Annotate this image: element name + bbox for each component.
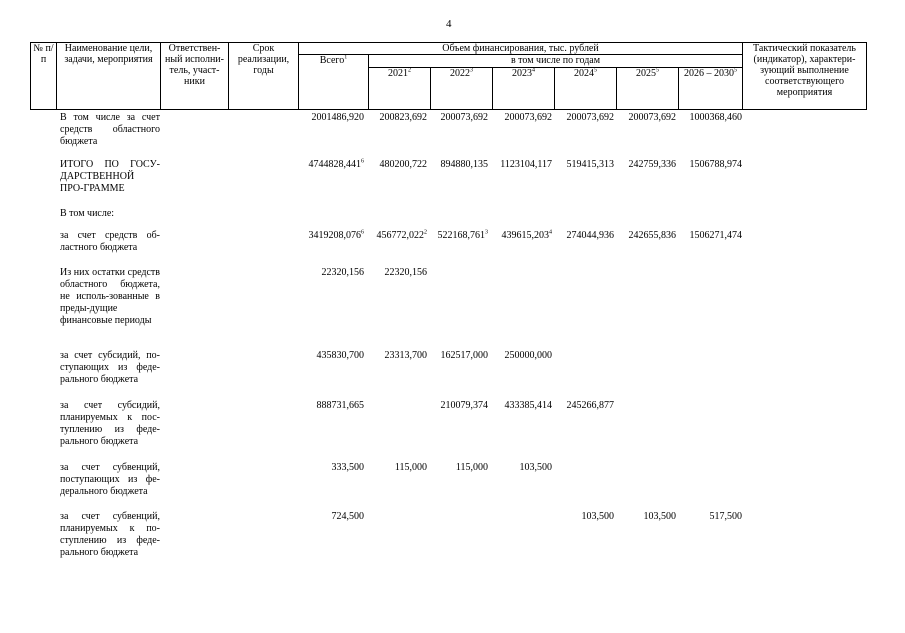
cell-2021: 456772,022$^2$ — [376, 229, 427, 241]
cell-total: 2001486,920 — [311, 112, 364, 123]
cell-total: 333,500 — [331, 462, 364, 473]
row-label: за счет субвенций, поступающих из фе-дерального бюджета — [60, 462, 160, 497]
cell-total: 888731,665 — [316, 400, 364, 411]
header-year: 2023$^4$ — [493, 68, 555, 110]
cell-2023: 103,500 — [519, 462, 552, 473]
header-num: № п/п — [31, 43, 57, 110]
header-funding: Объем финансирования, тыс. рублей — [299, 43, 743, 55]
header-year: 2022$^3$ — [431, 68, 493, 110]
cell-2024: 519415,313 — [566, 159, 614, 170]
cell-2024: 200073,692 — [566, 112, 614, 123]
cell-2025: 242759,336 — [628, 159, 676, 170]
cell-2023: 250000,000 — [504, 350, 552, 361]
row-label: В том числе за счет средств областного бюджета — [60, 112, 160, 147]
header-year: 2021$^2$ — [369, 68, 431, 110]
header-period: Срок реализации, годы — [229, 43, 299, 110]
header-name: Наименование цели, задачи, мероприятия — [57, 43, 161, 110]
cell-2022: 115,000 — [455, 462, 488, 473]
row-label: за счет средств об-ластного бюджета — [60, 230, 160, 253]
cell-2026-2030: 1506271,474 — [689, 230, 742, 241]
cell-2022: 162517,000 — [440, 350, 488, 361]
cell-2022: 522168,761$^3$ — [437, 229, 488, 241]
row-label: за счет субвенций, планируемых к по-ступлению из феде-рального бюджета — [60, 511, 160, 558]
header-indicator: Тактический показатель (индикатор), характери-зующий выполнение соответствующего мероприятия — [743, 43, 867, 110]
cell-2024: 274044,936 — [566, 230, 614, 241]
cell-2021: 22320,156 — [384, 267, 427, 278]
cell-2026-2030: 1000368,460 — [689, 112, 742, 123]
header-year: 2024$^5$ — [555, 68, 617, 110]
table-header — [30, 42, 867, 110]
row-label: В том числе: — [60, 208, 115, 219]
cell-2023: 433385,414 — [504, 400, 552, 411]
cell-2021: 23313,700 — [384, 350, 427, 361]
cell-2022: 894880,135 — [440, 159, 488, 170]
cell-total: 3419208,076$^6$ — [308, 229, 364, 241]
header-responsible: Ответствен-ный исполни-тель, участ-ники — [161, 43, 229, 110]
cell-2021: 480200,722 — [379, 159, 427, 170]
cell-2024: 103,500 — [581, 511, 614, 522]
cell-2025: 103,500 — [643, 511, 676, 522]
cell-2026-2030: 1506788,974 — [689, 159, 742, 170]
cell-2024: 245266,877 — [566, 400, 614, 411]
cell-2023: 439615,203$^4$ — [501, 229, 552, 241]
cell-total: 22320,156 — [321, 267, 364, 278]
cell-2021: 200823,692 — [379, 112, 427, 123]
header-by-year: в том числе по годам — [369, 55, 743, 68]
cell-2023: 1123104,117 — [500, 159, 552, 170]
row-label: за счет субсидий, по-ступающих из феде-рального бюджета — [60, 350, 160, 385]
page-number: 4 — [446, 18, 452, 30]
cell-2022: 210079,374 — [440, 400, 488, 411]
row-label: ИТОГО ПО ГОСУ-ДАРСТВЕННОЙ ПРО-ГРАММЕ — [60, 159, 160, 194]
header-year: 2026 – 2030$^5$ — [679, 68, 743, 110]
cell-total: 4744828,441$^6$ — [308, 158, 364, 170]
cell-2025: 242655,836 — [628, 230, 676, 241]
header-total: Всего$^1$ — [299, 55, 369, 110]
cell-2026-2030: 517,500 — [709, 511, 742, 522]
cell-2021: 115,000 — [394, 462, 427, 473]
header-year: 2025$^5$ — [617, 68, 679, 110]
cell-total: 724,500 — [331, 511, 364, 522]
cell-2025: 200073,692 — [628, 112, 676, 123]
row-label: за счет субсидий, планируемых к пос-туплению из феде-рального бюджета — [60, 400, 160, 447]
cell-2023: 200073,692 — [504, 112, 552, 123]
cell-2022: 200073,692 — [440, 112, 488, 123]
row-label: Из них остатки средств областного бюджета, не исполь-зованные в преды-дущие финансовые периоды — [60, 267, 160, 326]
cell-total: 435830,700 — [316, 350, 364, 361]
